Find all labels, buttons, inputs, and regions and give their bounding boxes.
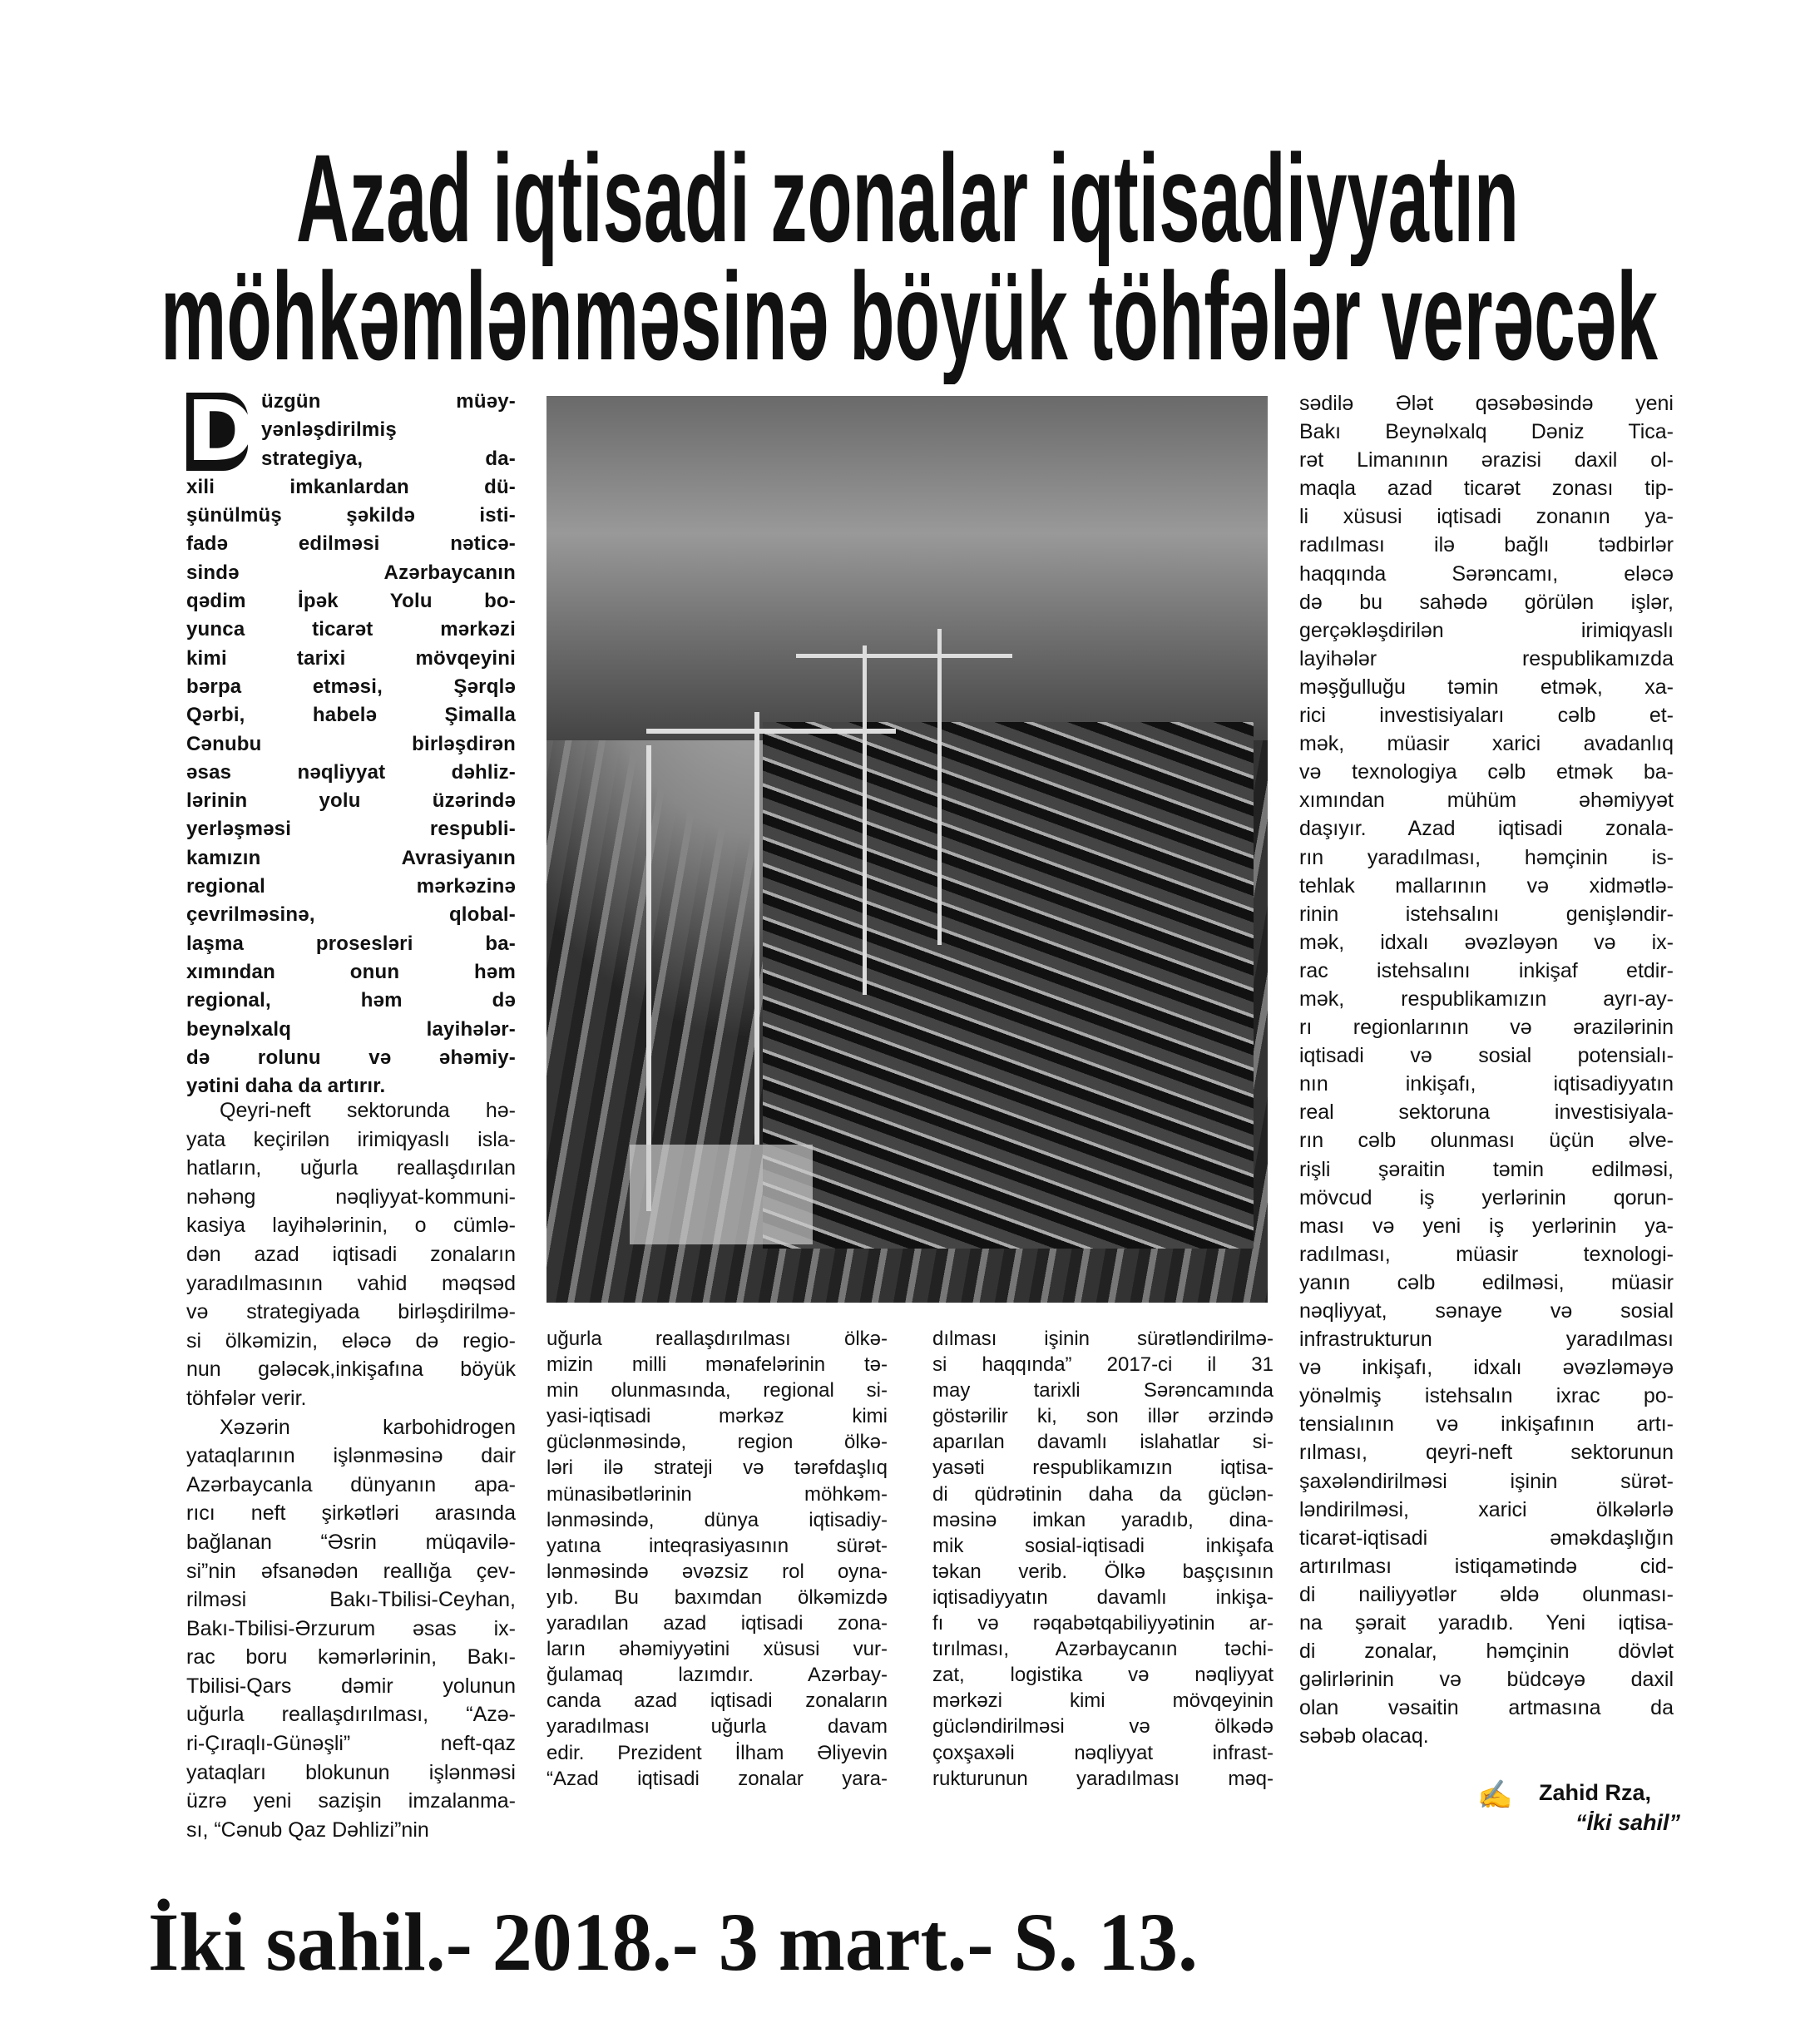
text-line: yata keçirilən irimiqyaslı isla- <box>186 1127 516 1151</box>
text-line: Azərbaycanla dünyanın apa- <box>186 1472 516 1496</box>
author-publication: “İki sahil” <box>1575 1810 1680 1835</box>
lead-line: yənləşdirilmiş <box>261 418 397 442</box>
text-line: yasəti respublikamızın iqtisa- <box>932 1457 1274 1480</box>
text-line: fı və rəqabətqabiliyyətinin ar- <box>932 1612 1274 1635</box>
text-line: nəqliyyat, sənaye və sosial <box>1299 1299 1674 1323</box>
text-line: mik sosial-iqtisadi inkişafa <box>932 1534 1274 1557</box>
text-line: ləri ilə strateji və tərəfdaşlıq <box>546 1457 888 1480</box>
lead-line: laşma prosesləri ba- <box>186 932 516 955</box>
article-column-4 <box>1299 389 1674 1751</box>
text-line: artırılması istiqamətində cid- <box>1299 1554 1674 1578</box>
text-line: haqqında Sərəncamı, eləcə <box>1299 561 1674 586</box>
text-line: yönəlmiş istehsalın ixrac po- <box>1299 1384 1674 1408</box>
text-line: üzrə yeni sazişin imzalanma- <box>186 1789 516 1813</box>
text-line: mərkəzi kimi mövqeyinin <box>932 1689 1274 1713</box>
lead-line: əsas nəqliyyat dəhliz- <box>186 760 516 784</box>
text-line: si ölkəmizin, eləcə də regio- <box>186 1328 516 1353</box>
text-line: yaradılması uğurla davam <box>546 1715 888 1739</box>
text-line: dılması işinin sürətləndirilmə- <box>932 1328 1274 1350</box>
text-line: göstərilir ki, son illər ərzində <box>932 1405 1274 1428</box>
text-line: şaxələndirilməsi işinin sürət- <box>1299 1469 1674 1493</box>
lead-line: üzgün müəy- <box>261 390 516 413</box>
text-line: tehlak mallarının və xidmətlə- <box>1299 873 1674 898</box>
lead-line: kimi tarixi mövqeyini <box>186 646 516 670</box>
text-line: canda azad iqtisadi zonaların <box>546 1689 888 1713</box>
lead-line: fadə edilməsi nəticə- <box>186 532 516 556</box>
text-line: rac istehsalını inkişaf etdir- <box>1299 958 1674 982</box>
text-line: dən azad iqtisadi zonaların <box>186 1242 516 1266</box>
lead-line: yunca ticarət mərkəzi <box>186 618 516 641</box>
text-line: münasibətlərinin möhkəm- <box>546 1482 888 1506</box>
text-line: nın inkişafı, iqtisadiyyatın <box>1299 1072 1674 1096</box>
photo-containers <box>763 722 1254 1248</box>
text-line: radılması ilə bağlı tədbirlər <box>1299 533 1674 557</box>
text-line: rinin istehsalını genişləndir- <box>1299 902 1674 926</box>
text-line: daşıyır. Azad iqtisadi zonala- <box>1299 817 1674 841</box>
text-line: rici investisiyaları cəlb et- <box>1299 704 1674 728</box>
headline-text-2: möhkəmlənməsinə böyük töhfələr verəcək <box>161 246 1659 384</box>
lead-line: xili imkanlardan dü- <box>186 475 516 498</box>
photo-crane <box>646 729 896 734</box>
text-line: rı regionlarının və ərazilərinin <box>1299 1016 1674 1040</box>
text-line: yanın cəlb edilməsi, müasir <box>1299 1270 1674 1294</box>
text-line: sı, “Cənub Qaz Dəhlizi”nin <box>186 1818 429 1842</box>
text-line: təkan verib. Ölkə başçısının <box>932 1560 1274 1583</box>
lead-line: regional mərkəzinə <box>186 875 516 898</box>
text-line: layihələr respublikamızda <box>1299 646 1674 670</box>
text-line: di qüdrətinin daha da güclən- <box>932 1482 1274 1506</box>
headline-text-1: Azad iqtisadi zonalar iqtisadiyyatın <box>296 128 1519 266</box>
lead-line: regional, həm də <box>186 989 516 1012</box>
text-line: səbəb olacaq. <box>1299 1724 1429 1748</box>
text-line: min olunmasında, regional si- <box>546 1379 888 1402</box>
text-line: xımından mühüm əhəmiyyət <box>1299 789 1674 813</box>
text-line: və inkişafı, idxalı əvəzləməyə <box>1299 1356 1674 1380</box>
text-line: Xəzərin karbohidrogen <box>220 1415 516 1439</box>
text-line: mizin milli mənafelərinin tə- <box>546 1353 888 1377</box>
text-line: ləndirilməsi, xarici ölkələrlə <box>1299 1497 1674 1521</box>
text-line: də bu sahədə görülən işlər, <box>1299 590 1674 614</box>
text-line: ğulamaq lazımdır. Azərbay- <box>546 1664 888 1687</box>
text-line: mək, idxalı əvəzləyən və ix- <box>1299 930 1674 954</box>
lead-line: lərinin yolu üzərində <box>186 789 516 813</box>
article-column-2 <box>546 1326 888 1792</box>
lead-line: şünülmüş şəkildə isti- <box>186 504 516 527</box>
text-line: çoxşaxəli nəqliyyat infrast- <box>932 1741 1274 1764</box>
text-line: maqla azad ticarət zonası tip- <box>1299 477 1674 501</box>
lead-line: strategiya, da- <box>261 447 516 470</box>
text-line: li xüsusi iqtisadi zonanın ya- <box>1299 505 1674 529</box>
text-line: rın cəlb olunması üçün əlve- <box>1299 1129 1674 1153</box>
lead-line: bərpa etməsi, Şərqlə <box>186 675 516 698</box>
text-line: Tbilisi-Qars dəmir yolunun <box>186 1674 516 1698</box>
text-line: real sektoruna investisiyala- <box>1299 1101 1674 1125</box>
port-container-cranes-photo <box>546 396 1268 1303</box>
text-line: ması və yeni iş yerlərinin ya- <box>1299 1214 1674 1238</box>
lead-line: xımından onun həm <box>186 960 516 983</box>
lead-line: Cənubu birləşdirən <box>186 732 516 755</box>
text-line: yataqları blokunun işlənməsi <box>186 1760 516 1784</box>
text-line: uğurla reallaşdırılması, “Azə- <box>186 1703 516 1727</box>
text-line: yıb. Bu baxımdan ölkəmizdə <box>546 1585 888 1609</box>
text-line: lənməsində, dünya iqtisadiy- <box>546 1508 888 1531</box>
photo-crane <box>796 654 1012 658</box>
text-line: yaradılmasının vahid məqsəd <box>186 1271 516 1295</box>
lead-line: yerləşməsi respubli- <box>186 818 516 841</box>
text-line: nun gələcək,inkişafına böyük <box>186 1358 516 1382</box>
text-line: rın yaradılması, həmçinin is- <box>1299 845 1674 869</box>
text-line: məsinə imkan yaradıb, dina- <box>932 1508 1274 1531</box>
lead-line: Qərbi, habelə Şimalla <box>186 704 516 727</box>
text-line: bağlanan “Əsrin müqavilə- <box>186 1530 516 1554</box>
text-line: edir. Prezident İlham Əliyevin <box>546 1741 888 1764</box>
photo-sky <box>546 396 1268 740</box>
text-line: ticarət-iqtisadi əməkdaşlığın <box>1299 1526 1674 1550</box>
article-column-3 <box>932 1326 1274 1792</box>
text-line: rılması, qeyri-neft sektorunun <box>1299 1441 1674 1465</box>
citation-text: İki sahil.- 2018.- 3 mart.- S. 13. <box>148 1897 1198 1988</box>
text-line: kasiya layihələrinin, o cümlə- <box>186 1214 516 1238</box>
text-line: rac boru kəmərlərinin, Bakı- <box>186 1645 516 1669</box>
text-line: iqtisadi və sosial potensialı- <box>1299 1044 1674 1068</box>
lead-paragraph <box>186 383 516 1101</box>
lead-line: sində Azərbaycanın <box>186 561 516 584</box>
text-line: yaradılan azad iqtisadi zona- <box>546 1612 888 1635</box>
lead-line: yətini daha da artırır. <box>186 1075 386 1098</box>
text-line: ların əhəmiyyətini xüsusi vur- <box>546 1638 888 1661</box>
text-line: yasi-iqtisadi mərkəz kimi <box>546 1405 888 1428</box>
citation-footer <box>148 1897 1213 1988</box>
text-line: və texnologiya cəlb etmək ba- <box>1299 760 1674 784</box>
photo-crane <box>754 712 759 1145</box>
text-line: “Azad iqtisadi zonalar yara- <box>546 1767 888 1790</box>
text-line: lənməsində əvəzsiz rol oyna- <box>546 1560 888 1583</box>
text-line: tırılması, Azərbaycanın təchi- <box>932 1638 1274 1661</box>
text-line: gəlirlərinin və büdcəyə daxil <box>1299 1668 1674 1692</box>
text-line: may tarixli Sərəncamında <box>932 1379 1274 1402</box>
lead-line: kamızın Avrasiyanın <box>186 846 516 869</box>
text-line: si”nin əfsanədən reallığa çev- <box>186 1559 516 1583</box>
text-line: rukturunun yaradılması məq- <box>932 1767 1274 1790</box>
text-line: olan vəsaitin artmasına da <box>1299 1696 1674 1720</box>
text-line: mövcud iş yerlərinin qorun- <box>1299 1185 1674 1209</box>
text-line: rət Limanının ərazisi daxil ol- <box>1299 448 1674 472</box>
article-column-1 <box>186 1096 516 1844</box>
text-line: iqtisadiyyatın davamlı inkişa- <box>932 1585 1274 1609</box>
text-line: radılması, müasir texnologi- <box>1299 1242 1674 1266</box>
text-line: si haqqında” 2017-ci il 31 <box>932 1353 1274 1377</box>
text-line: mək, respublikamızın ayrı-ay- <box>1299 987 1674 1011</box>
text-line: aparılan davamlı islahatlar si- <box>932 1431 1274 1454</box>
text-line: yatına inteqrasiyasının sürət- <box>546 1534 888 1557</box>
text-line: gerçəkləşdirilən irimiqyaslı <box>1299 618 1674 642</box>
lead-line: çevrilməsinə, qlobal- <box>186 903 516 927</box>
text-line: rilməsi Bakı-Tbilisi-Ceyhan, <box>186 1588 516 1612</box>
text-line: zat, logistika və nəqliyyat <box>932 1664 1274 1687</box>
pen-icon: ✍ <box>1477 1779 1513 1811</box>
photo-crane <box>937 629 942 945</box>
photo-crane <box>646 745 651 1211</box>
text-line: gücləndirilməsi və ölkədə <box>932 1715 1274 1739</box>
text-line: rıcı neft şirkətləri arasında <box>186 1501 516 1526</box>
text-line: hatların, uğurla reallaşdırılan <box>186 1156 516 1180</box>
drop-cap: D <box>186 383 256 480</box>
text-line: rişli şəraitin təmin edilməsi, <box>1299 1157 1674 1181</box>
text-line: ri-Çıraqlı-Günəşli” neft-qaz <box>186 1732 516 1756</box>
lead-line: beynəlxalq layihələr- <box>186 1017 516 1041</box>
text-line: Bakı-Tbilisi-Ərzurum əsas ix- <box>186 1616 516 1640</box>
text-line: və strategiyada birləşdirilmə- <box>186 1300 516 1324</box>
photo-crane <box>630 1145 813 1244</box>
text-line: uğurla reallaşdırılması ölkə- <box>546 1328 888 1350</box>
headline-line-2 <box>0 243 1820 384</box>
text-line: töhfələr verir. <box>186 1386 307 1410</box>
text-line: məşğulluğu təmin etmək, xa- <box>1299 675 1674 699</box>
text-line: Qeyri-neft sektorunda hə- <box>220 1099 516 1122</box>
text-line: nəhəng nəqliyyat-kommuni- <box>186 1185 516 1209</box>
text-line: na şərait yaradıb. Yeni iqtisa- <box>1299 1611 1674 1635</box>
text-line: güclənməsində, region ölkə- <box>546 1431 888 1454</box>
text-line: yataqlarının işlənməsinə dair <box>186 1444 516 1468</box>
text-line: Bakı Beynəlxalq Dəniz Tica- <box>1299 420 1674 444</box>
text-line: di zonalar, həmçinin dövlət <box>1299 1640 1674 1664</box>
lead-line: də rolunu və əhəmiy- <box>186 1046 516 1069</box>
lead-line: qədim İpək Yolu bo- <box>186 590 516 613</box>
text-line: mək, müasir xarici avadanlıq <box>1299 732 1674 756</box>
photo-crane <box>863 645 867 995</box>
text-line: sədilə Ələt qəsəbəsində yeni <box>1299 392 1674 415</box>
text-line: tensialının və inkişafının artı- <box>1299 1412 1674 1437</box>
author-name: Zahid Rza, <box>1539 1780 1652 1805</box>
text-line: infrastrukturun yaradılması <box>1299 1328 1674 1352</box>
text-line: di nailiyyətlər əldə olunması- <box>1299 1582 1674 1606</box>
